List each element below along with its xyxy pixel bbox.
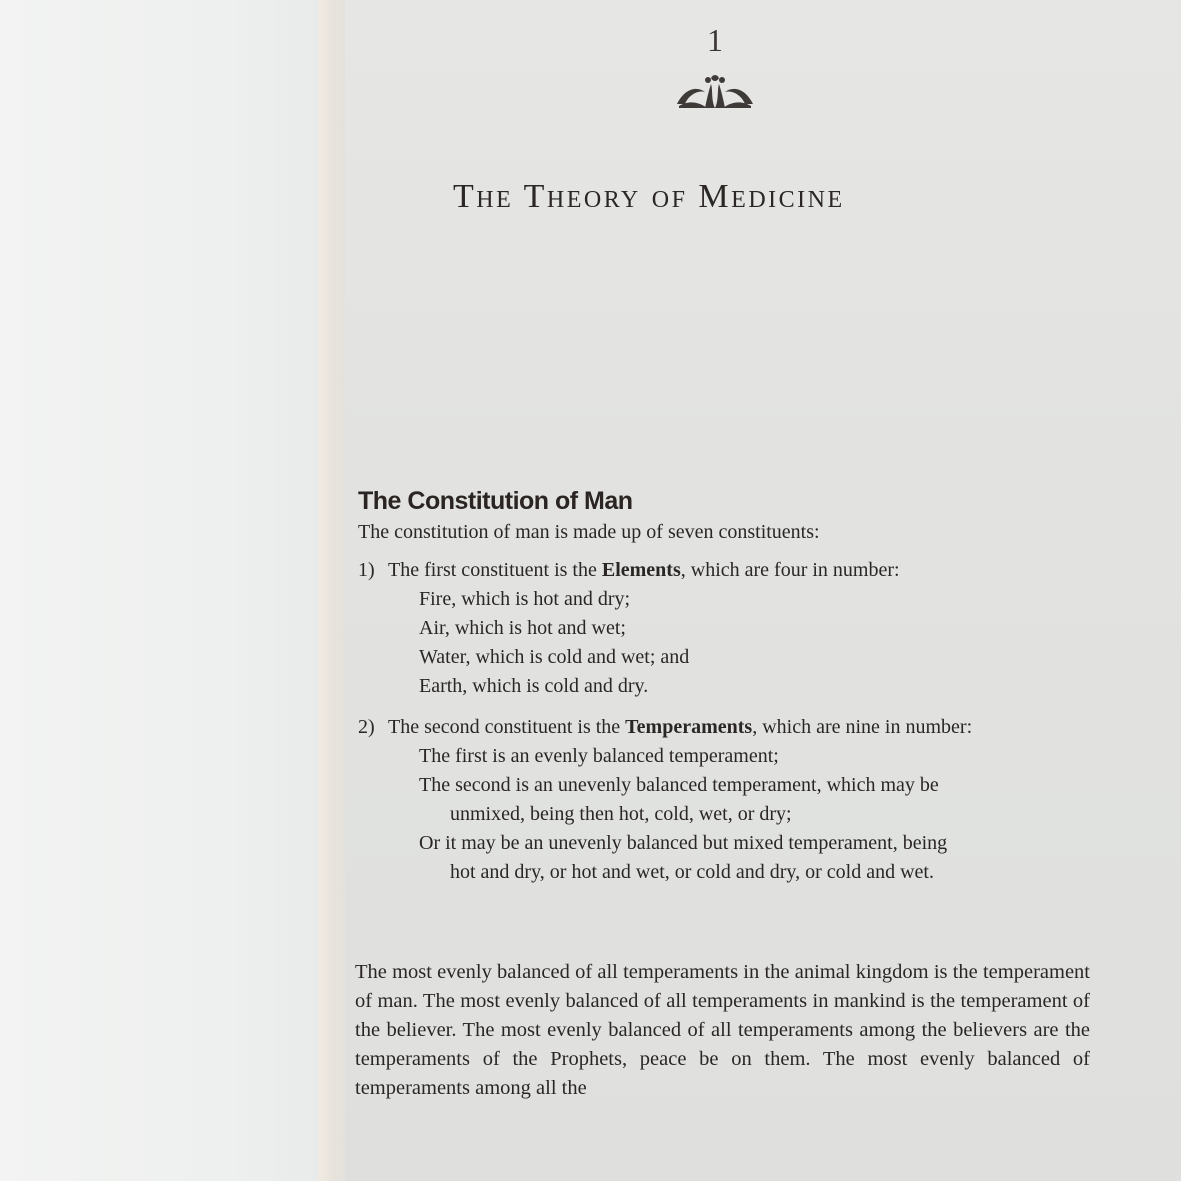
bold-term-temperaments: Temperaments — [625, 716, 753, 738]
element-line: Air, which is hot and wet; — [419, 617, 626, 639]
temperament-line: unmixed, being then hot, cold, wet, or dry; — [450, 803, 792, 825]
element-line: Water, which is cold and wet; and — [419, 646, 690, 668]
lead-text: The first constituent is the — [388, 559, 602, 581]
lead-text: , which are four in number: — [680, 559, 900, 581]
bold-term-elements: Elements — [601, 559, 681, 581]
list-lead — [388, 556, 1098, 585]
lead-text: , which are nine in number: — [752, 716, 973, 738]
temperament-line: Or it may be an unevenly balanced but mixed temperament, being — [419, 832, 948, 854]
chapter-number: 1 — [707, 22, 723, 58]
temperament-line: hot and dry, or hot and wet, or cold and dry, or cold and wet. — [450, 861, 934, 883]
left-page-blank — [0, 0, 320, 1181]
element-line: Fire, which is hot and dry; — [419, 588, 631, 610]
body-paragraph: The most evenly balanced of all temperaments in the animal kingdom is the temperament of man. The most evenly balanced of all temperaments in mankind is the temperament of the believer. The most evenly balanced of all temperaments among the believers are the temperaments of the Prophets, peace be on them. The most evenly balanced of temperaments among all the — [355, 961, 1090, 1099]
section-intro: The constitution of man is made up of seven constituents: — [358, 521, 820, 543]
list-item-temperaments — [358, 713, 1098, 887]
lead-text: The second constituent is the — [388, 716, 626, 738]
element-line: Earth, which is cold and dry. — [419, 675, 649, 697]
temperament-line: The second is an unevenly balanced temperament, which may be — [419, 774, 939, 796]
section-heading: The Constitution of Man — [358, 487, 633, 515]
temperament-line: The first is an evenly balanced temperament; — [419, 745, 779, 767]
list-number: 1) — [358, 559, 375, 581]
floral-ornament-icon — [675, 74, 755, 110]
right-page — [345, 0, 1181, 1181]
chapter-title: The Theory of Medicine — [453, 178, 845, 215]
list-item-elements — [358, 556, 1098, 701]
list-lead — [388, 713, 1008, 742]
list-number: 2) — [358, 716, 375, 738]
section-constitution-of-man — [358, 484, 1098, 899]
